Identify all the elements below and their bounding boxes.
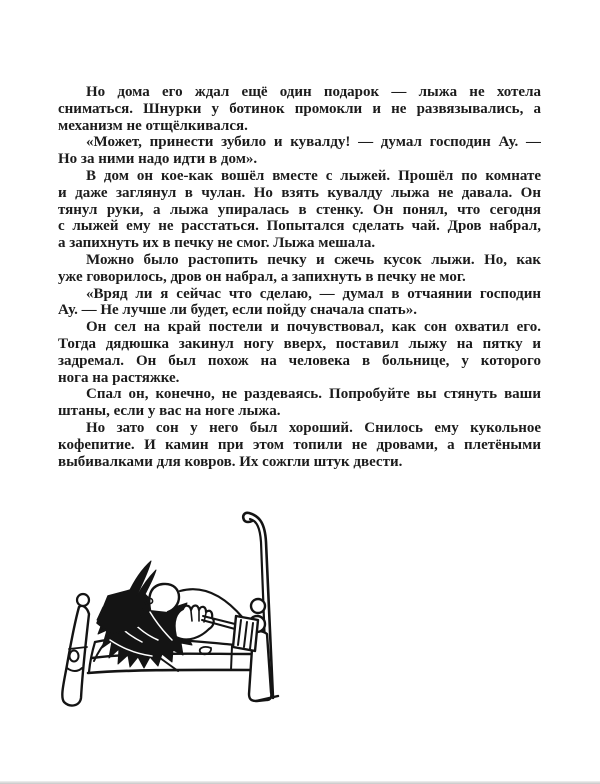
- text-line: механизм не отщёлкивался.: [58, 117, 248, 134]
- text-line: кофепитие. И камин при этом топили не дровами, а плетёными: [58, 436, 541, 453]
- text-line: тянул руки, а лыжа упиралась в стенку. Он понял, что сегодня: [58, 201, 541, 218]
- text-block: [58, 84, 541, 470]
- text-line: и даже заглянул в чулан. Но взять кувалду лыжа не давала. Он: [58, 184, 541, 201]
- text-line: а запихнуть их в печку не смог. Лыжа мешала.: [58, 235, 376, 252]
- text-line: сниматься. Шнурки у ботинок промокли и не развязывались, а: [58, 100, 541, 117]
- text-line: Но дома его ждал ещё один подарок — лыжа не хотела: [86, 84, 541, 100]
- face: [149, 584, 179, 612]
- text-line: Но за ними надо идти в дом».: [58, 151, 258, 168]
- bed-illustration-svg: [50, 502, 300, 717]
- text-line: «Может, принести зубило и кувалду! — думал господин Ау. —: [86, 134, 541, 151]
- text-line: с лыжей ему не расстаться. Попытался сделать чай. Дров набрал,: [58, 218, 541, 235]
- text-line: штаны, если у вас на ноге лыжа.: [58, 403, 281, 420]
- text-line: Можно было растопить печку и сжечь кусок лыжи. Но, как: [86, 251, 541, 268]
- text-line: Ау. — Не лучше ли будет, если пойду сначала спать».: [58, 302, 417, 319]
- text-line: «Вряд ли я сейчас что сделаю, — думал в отчаянии господин: [86, 285, 541, 302]
- text-line: Тогда дядюшка закинул ногу вверх, поставил лыжу на пятку и: [58, 335, 541, 352]
- text-line: уже говорилось, дров он набрал, а запихнуть в печку не мог.: [58, 268, 466, 285]
- text-line: Спал он, конечно, не раздеваясь. Попробуйте вы стянуть ваши: [86, 386, 541, 403]
- left-bedpost: [62, 594, 89, 705]
- text-line: Но зато сон у него был хороший. Снилось ему кукольное: [86, 419, 541, 436]
- text-line: Он сел на край постели и почувствовал, как сон охватил его.: [86, 319, 541, 336]
- text-line: выбивалками для ковров. Их сожгли штук двести.: [58, 453, 403, 470]
- text-line: нога на растяжке.: [58, 369, 180, 386]
- boot: [233, 616, 258, 651]
- bed-illustration: [50, 502, 300, 717]
- text-line: задремал. Он был похож на человека в больнице, у которого: [58, 352, 541, 369]
- text-line: В дом он кое-как вошёл вместе с лыжей. Прошёл по комнате: [86, 167, 541, 184]
- sleeping-figure: [94, 561, 243, 668]
